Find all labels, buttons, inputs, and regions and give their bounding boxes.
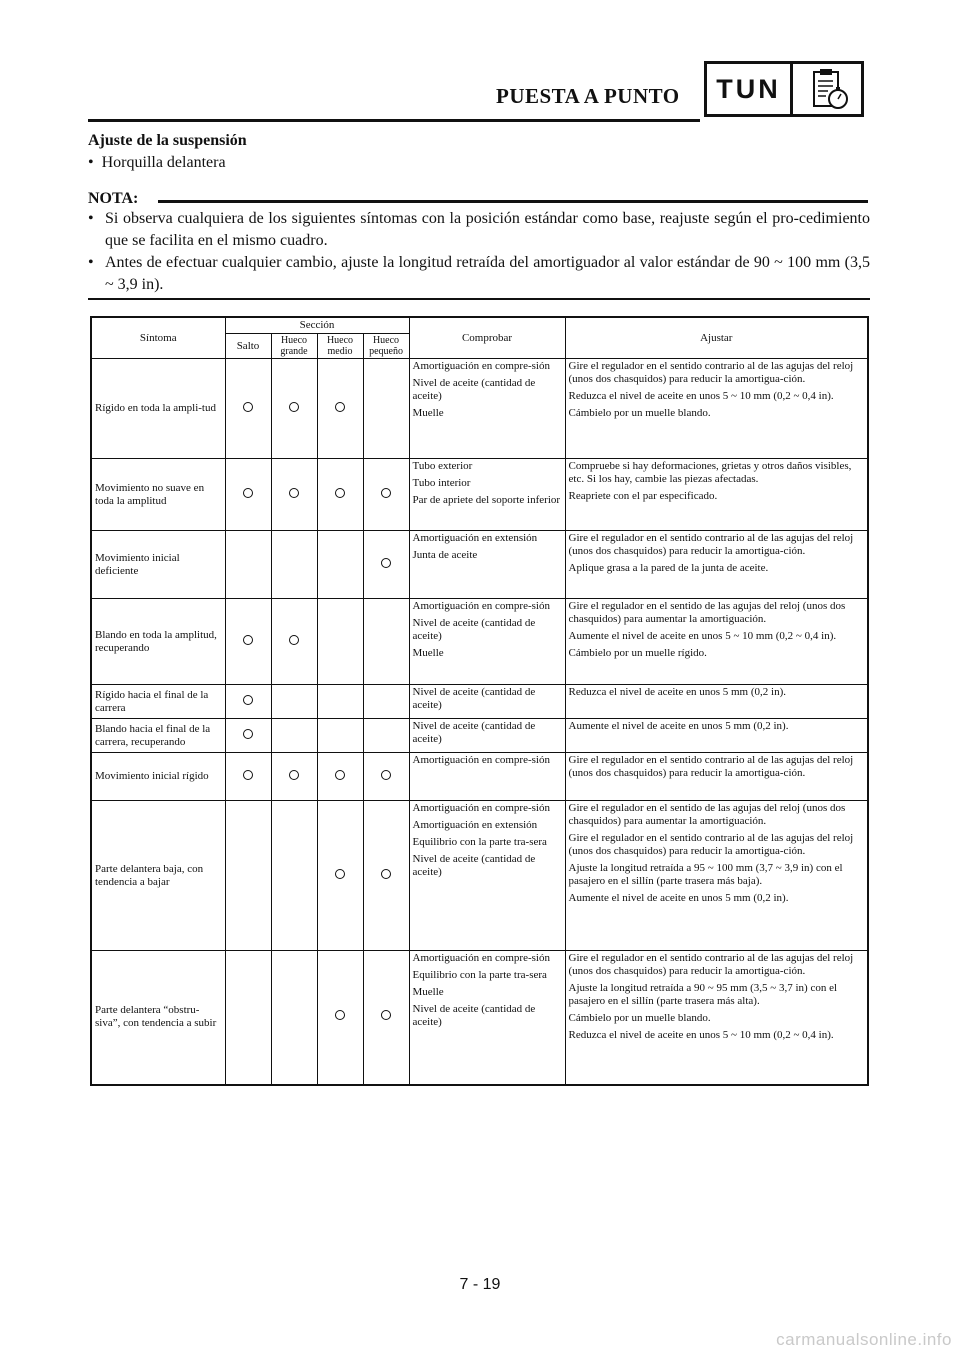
section-mark-cell [363, 359, 409, 459]
section-mark-cell [363, 951, 409, 1085]
section-mark-cell [317, 951, 363, 1085]
section-mark-cell [317, 359, 363, 459]
check-cell [409, 359, 565, 459]
section-mark-cell [271, 359, 317, 459]
header-check: Comprobar [409, 317, 565, 359]
section-mark-cell [225, 801, 271, 951]
header-symptom: Síntoma [91, 317, 225, 359]
symptom-cell: Movimiento inicial rígido [91, 753, 225, 801]
page-header-title: PUESTA A PUNTO [496, 84, 680, 108]
adjust-item: Cámbielo por un muelle blando. [568, 407, 711, 419]
adjust-item: Gire el regulador en el sentido contrario al de las agujas del reloj (unos dos chasquidos) para reducir la amortigua-ción. [568, 832, 854, 857]
check-item: Nivel de aceite (cantidad de aceite) [412, 720, 536, 745]
header-rule [88, 119, 700, 122]
section-badge-label: TUN [707, 64, 793, 114]
adjust-cell [565, 531, 868, 599]
section-mark-cell [363, 599, 409, 685]
symptom-cell: Movimiento inicial deficiente [91, 531, 225, 599]
adjust-item: Reduzca el nivel de aceite en unos 5 ~ 10 mm (0,2 ~ 0,4 in). [568, 1029, 834, 1041]
circle-mark-icon [243, 635, 253, 645]
circle-mark-icon [289, 635, 299, 645]
check-item: Amortiguación en compre-sión [412, 360, 550, 372]
circle-mark-icon [335, 869, 345, 879]
check-item: Muelle [412, 647, 444, 659]
circle-mark-icon [335, 1010, 345, 1020]
symptom-cell: Blando hacia el final de la carrera, recuperando [91, 719, 225, 753]
check-item: Amortiguación en compre-sión [412, 952, 550, 964]
adjust-cell [565, 459, 868, 531]
check-item: Muelle [412, 407, 444, 419]
check-item: Equilibrio con la parte tra-sera [412, 969, 547, 981]
header-salto: Salto [225, 334, 271, 359]
check-item: Junta de aceite [412, 549, 478, 561]
check-cell [409, 599, 565, 685]
check-cell [409, 801, 565, 951]
table-row [91, 719, 868, 753]
table-row [91, 459, 868, 531]
section-mark-cell [225, 531, 271, 599]
symptom-cell: Rígido hacia el final de la carrera [91, 685, 225, 719]
check-item: Amortiguación en compre-sión [412, 600, 550, 612]
check-item: Amortiguación en extensión [412, 532, 538, 544]
check-cell [409, 459, 565, 531]
adjust-item: Cámbielo por un muelle rígido. [568, 647, 707, 659]
check-item: Tubo exterior [412, 460, 473, 472]
header-hueco-grande: Hueco grande [271, 334, 317, 359]
section-mark-cell [317, 685, 363, 719]
circle-mark-icon [381, 1010, 391, 1020]
circle-mark-icon [243, 695, 253, 705]
nota-item: • Si observa cualquiera de los siguientes síntomas con la posición estándar como base, reajuste según el pro-cedimiento que se facilita en el mismo cuadro. [88, 208, 870, 252]
table-row [91, 951, 868, 1085]
header-section: Sección [225, 317, 409, 334]
symptom-cell: Blando en toda la amplitud, recuperando [91, 599, 225, 685]
section-mark-cell [317, 459, 363, 531]
symptom-cell: Movimiento no suave en toda la amplitud [91, 459, 225, 531]
adjust-cell [565, 951, 868, 1085]
adjust-cell [565, 359, 868, 459]
nota-list [88, 208, 870, 296]
table-row [91, 753, 868, 801]
circle-mark-icon [289, 488, 299, 498]
watermark: carmanualsonline.info [776, 1330, 952, 1349]
section-mark-cell [225, 359, 271, 459]
circle-mark-icon [335, 770, 345, 780]
section-mark-cell [363, 531, 409, 599]
section-mark-cell [225, 685, 271, 719]
section-mark-cell [363, 459, 409, 531]
nota-end-rule [88, 298, 870, 300]
check-item: Nivel de aceite (cantidad de aceite) [412, 686, 536, 711]
section-mark-cell [317, 531, 363, 599]
section-mark-cell [225, 951, 271, 1085]
adjust-item: Ajuste la longitud retraída a 95 ~ 100 mm (3,7 ~ 3,9 in) con el pasajero en el sillín (parte trasera más baja). [568, 862, 843, 887]
adjust-item: Gire el regulador en el sentido contrario al de las agujas del reloj (unos dos chasquidos) para reducir la amortigua-ción. [568, 360, 854, 385]
adjust-item: Reduzca el nivel de aceite en unos 5 mm (0,2 in). [568, 686, 786, 698]
check-item: Equilibrio con la parte tra-sera [412, 836, 547, 848]
nota-rule [158, 200, 868, 203]
section-mark-cell [271, 531, 317, 599]
adjust-item: Gire el regulador en el sentido contrario al de las agujas del reloj (unos dos chasquidos) para reducir la amortigua-ción. [568, 532, 854, 557]
section-mark-cell [271, 801, 317, 951]
check-cell [409, 531, 565, 599]
adjust-item: Cámbielo por un muelle blando. [568, 1012, 711, 1024]
nota-item: • Antes de efectuar cualquier cambio, ajuste la longitud retraída del amortiguador al valor estándar de 90 ~ 100 mm (3,5 ~ 3,9 in). [88, 252, 870, 296]
adjust-item: Gire el regulador en el sentido contrario al de las agujas del reloj (unos dos chasquidos) para reducir la amortigua-ción. [568, 754, 854, 779]
circle-mark-icon [243, 770, 253, 780]
section-bullet-text: Horquilla delantera [101, 154, 226, 171]
section-mark-cell [363, 719, 409, 753]
section-mark-cell [363, 801, 409, 951]
symptom-cell: Parte delantera “obstru-siva”, con tendencia a subir [91, 951, 225, 1085]
adjust-item: Ajuste la longitud retraída a 90 ~ 95 mm (3,5 ~ 3,7 in) con el pasajero en el sillín (parte trasera más alta). [568, 982, 838, 1007]
section-mark-cell [225, 719, 271, 753]
nota-label: NOTA: [88, 190, 139, 207]
check-item: Nivel de aceite (cantidad de aceite) [412, 853, 536, 878]
check-cell [409, 719, 565, 753]
section-mark-cell [363, 685, 409, 719]
adjust-cell [565, 599, 868, 685]
adjust-item: Gire el regulador en el sentido contrario al de las agujas del reloj (unos dos chasquidos) para reducir la amortigua-ción. [568, 952, 854, 977]
section-mark-cell [271, 951, 317, 1085]
check-item: Tubo interior [412, 477, 471, 489]
table-body [91, 359, 868, 1085]
adjust-item: Gire el regulador en el sentido de las agujas del reloj (unos dos chasquidos) para aumentar la amortiguación. [568, 802, 846, 827]
circle-mark-icon [289, 770, 299, 780]
circle-mark-icon [243, 402, 253, 412]
check-cell [409, 753, 565, 801]
check-cell [409, 685, 565, 719]
page-number: 7 - 19 [459, 1276, 501, 1293]
adjust-cell [565, 719, 868, 753]
circle-mark-icon [289, 402, 299, 412]
header-hueco-medio: Hueco medio [317, 334, 363, 359]
section-mark-cell [225, 753, 271, 801]
adjust-cell [565, 801, 868, 951]
symptom-cell: Parte delantera baja, con tendencia a bajar [91, 801, 225, 951]
circle-mark-icon [335, 402, 345, 412]
check-item: Nivel de aceite (cantidad de aceite) [412, 617, 536, 642]
section-mark-cell [363, 753, 409, 801]
section-mark-cell [271, 719, 317, 753]
circle-mark-icon [381, 869, 391, 879]
check-item: Par de apriete del soporte inferior [412, 494, 561, 506]
table-row [91, 685, 868, 719]
section-mark-cell [317, 801, 363, 951]
adjust-cell [565, 685, 868, 719]
check-item: Amortiguación en compre-sión [412, 754, 550, 766]
suspension-table [90, 316, 869, 1086]
section-mark-cell [271, 753, 317, 801]
section-mark-cell [225, 459, 271, 531]
clipboard-stopwatch-icon [793, 64, 861, 114]
section-mark-cell [271, 599, 317, 685]
check-item: Amortiguación en compre-sión [412, 802, 550, 814]
adjust-item: Aumente el nivel de aceite en unos 5 mm (0,2 in). [568, 720, 789, 732]
circle-mark-icon [243, 729, 253, 739]
check-item: Amortiguación en extensión [412, 819, 538, 831]
section-mark-cell [225, 599, 271, 685]
adjust-item: Aplique grasa a la pared de la junta de aceite. [568, 562, 769, 574]
symptom-cell: Rígido en toda la ampli-tud [91, 359, 225, 459]
check-item: Muelle [412, 986, 444, 998]
adjust-item: Reapriete con el par especificado. [568, 490, 718, 502]
header-hueco-pequeno: Hueco pequeño [363, 334, 409, 359]
table-row [91, 359, 868, 459]
circle-mark-icon [381, 488, 391, 498]
adjust-item: Compruebe si hay deformaciones, grietas y otros daños visibles, etc. Si los hay, cambie las piezas afectadas. [568, 460, 852, 485]
table-row [91, 531, 868, 599]
adjust-item: Reduzca el nivel de aceite en unos 5 ~ 10 mm (0,2 ~ 0,4 in). [568, 390, 834, 402]
circle-mark-icon [243, 488, 253, 498]
adjust-cell [565, 753, 868, 801]
check-cell [409, 951, 565, 1085]
adjust-item: Aumente el nivel de aceite en unos 5 mm (0,2 in). [568, 892, 789, 904]
adjust-item: Gire el regulador en el sentido de las agujas del reloj (unos dos chasquidos) para aumentar la amortiguación. [568, 600, 846, 625]
section-mark-cell [317, 599, 363, 685]
circle-mark-icon [335, 488, 345, 498]
section-mark-cell [271, 459, 317, 531]
adjust-item: Aumente el nivel de aceite en unos 5 ~ 10 mm (0,2 ~ 0,4 in). [568, 630, 837, 642]
section-mark-cell [317, 719, 363, 753]
header-adjust: Ajustar [565, 317, 868, 359]
circle-mark-icon [381, 558, 391, 568]
check-item: Nivel de aceite (cantidad de aceite) [412, 377, 536, 402]
circle-mark-icon [381, 770, 391, 780]
table-row [91, 801, 868, 951]
section-badge [704, 61, 864, 117]
section-mark-cell [317, 753, 363, 801]
section-bullet: • Horquilla delantera [88, 154, 226, 171]
section-mark-cell [271, 685, 317, 719]
check-item: Nivel de aceite (cantidad de aceite) [412, 1003, 536, 1028]
section-title: Ajuste de la suspensión [88, 132, 247, 149]
table-row [91, 599, 868, 685]
